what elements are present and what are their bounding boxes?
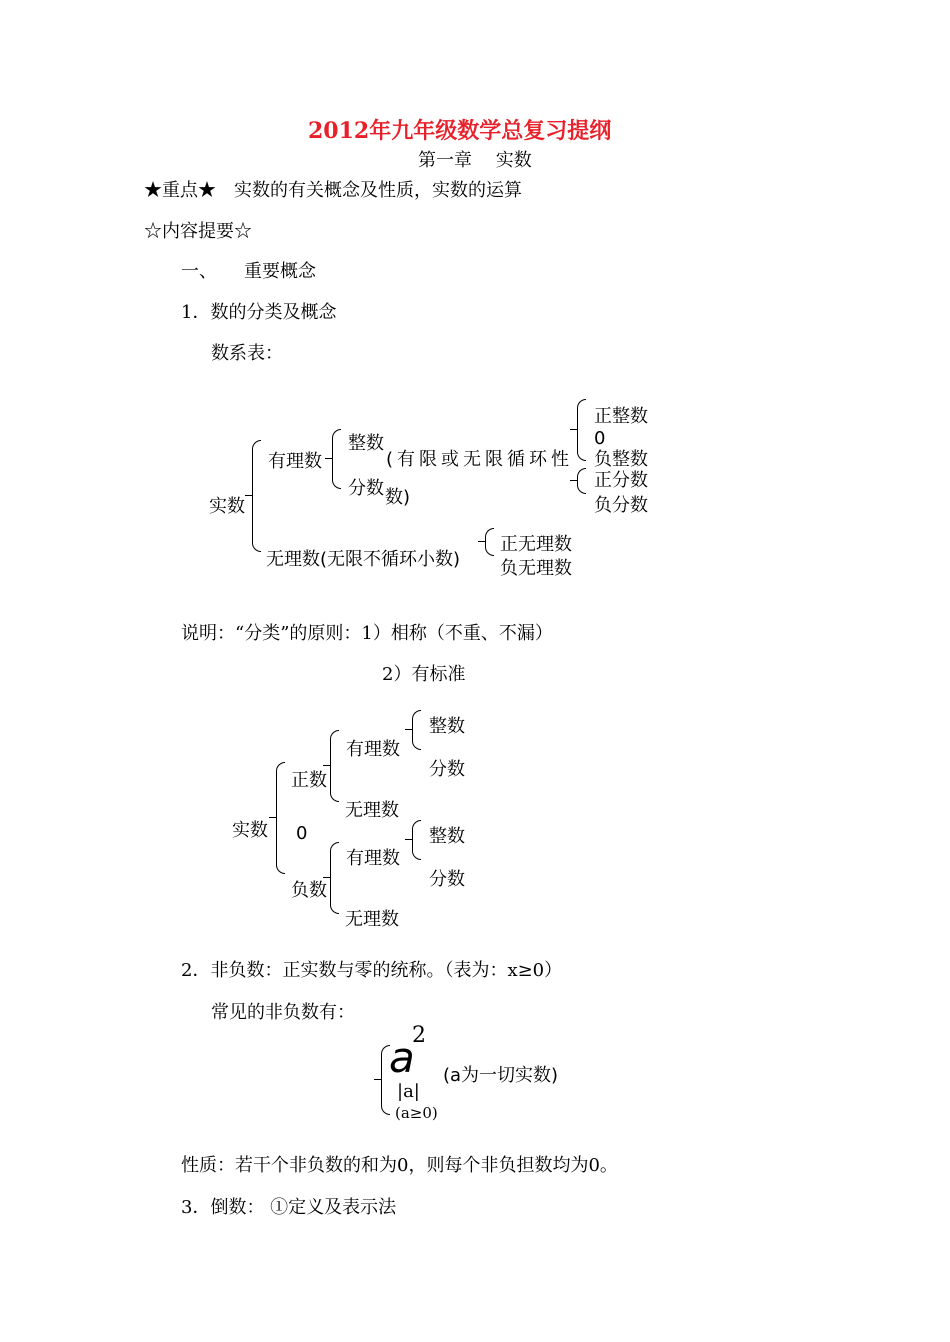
content-summary: ☆内容提要☆	[144, 221, 252, 242]
fraction-note-close: 数)	[385, 487, 411, 508]
node-positive: 正数	[291, 770, 327, 791]
brace	[412, 820, 421, 860]
absolute-value: |a|	[397, 1081, 420, 1102]
node-zero: 0	[296, 823, 308, 844]
brace	[330, 730, 339, 802]
brace	[252, 440, 261, 552]
table-label: 数系表：	[211, 343, 283, 364]
fraction-note: (有限或无限循环性	[386, 449, 574, 470]
node-irrational: 无理数	[345, 909, 399, 930]
classification-note: 说明：“分类”的原则：1）相称（不重、不漏）	[181, 623, 553, 644]
node-negative-integer: 负整数	[594, 449, 648, 470]
brace	[276, 762, 285, 874]
a-squared-exponent: 2	[412, 1023, 426, 1048]
item-title: 2．非负数：正实数与零的统称。（表为：x≥0）	[181, 960, 563, 981]
node-fraction: 分数	[429, 869, 465, 890]
real-number-note: (a为一切实数)	[443, 1065, 559, 1086]
key-points: ★重点★ 实数的有关概念及性质，实数的运算	[144, 180, 522, 201]
node-irrational: 无理数	[345, 800, 399, 821]
node-zero: 0	[594, 428, 606, 449]
common-nonnegatives: 常见的非负数有：	[211, 1002, 355, 1023]
sqrt-condition: (a≥0)	[395, 1104, 438, 1122]
brace	[332, 429, 341, 489]
node-positive-integer: 正整数	[594, 406, 648, 427]
node-integer: 整数	[429, 716, 465, 737]
section-heading: 一、 重要概念	[181, 261, 316, 282]
brace	[577, 399, 586, 461]
node-positive-irrational: 正无理数	[500, 534, 572, 555]
brace	[412, 710, 421, 750]
node-fraction: 分数	[348, 478, 384, 499]
property-text: 性质：若干个非负数的和为0，则每个非负担数均为0。	[181, 1155, 618, 1176]
item-title: 3．倒数： ①定义及表示法	[181, 1197, 397, 1218]
node-rational: 有理数	[268, 451, 322, 472]
brace	[485, 528, 494, 556]
tree-root-real: 实数	[209, 496, 245, 517]
tree-root-real: 实数	[232, 820, 268, 841]
node-negative-fraction: 负分数	[594, 495, 648, 516]
doc-title: 2012年九年级数学总复习提纲	[308, 118, 612, 144]
node-positive-fraction: 正分数	[594, 470, 648, 491]
chapter-heading: 第一章 实数	[418, 150, 532, 171]
brace	[330, 842, 339, 914]
a-squared-base: a	[389, 1033, 415, 1082]
node-negative: 负数	[291, 880, 327, 901]
node-irrational: 无理数(无限不循环小数)	[266, 549, 461, 570]
node-fraction: 分数	[429, 759, 465, 780]
node-integer: 整数	[348, 433, 384, 454]
node-integer: 整数	[429, 826, 465, 847]
node-negative-irrational: 负无理数	[500, 558, 572, 579]
node-rational: 有理数	[346, 739, 400, 760]
brace	[577, 468, 586, 494]
classification-note-2: 2）有标准	[382, 664, 466, 685]
item-title: 1．数的分类及概念	[181, 302, 337, 323]
node-rational: 有理数	[346, 848, 400, 869]
